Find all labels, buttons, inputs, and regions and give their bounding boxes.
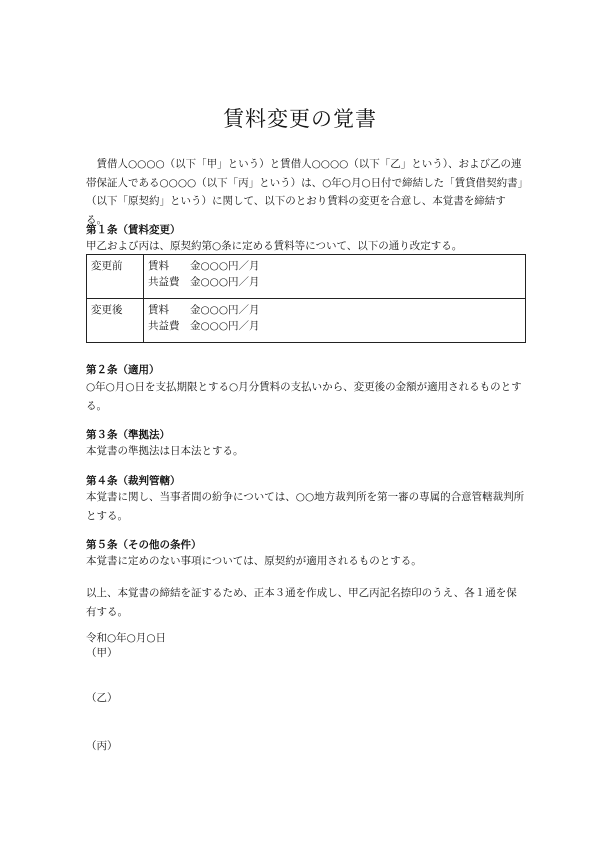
after-label: 変更後 [87,299,144,343]
article-2-heading: 第２条（適用） [86,364,160,376]
article-5-heading: 第５条（その他の条件） [86,539,202,551]
before-values [144,255,526,299]
table-row-before [87,255,526,299]
item-value: 金○○○円／月 [190,276,260,288]
item-value: 金○○○円／月 [190,260,260,272]
signature-date: 令和○年○月○日 [86,632,166,644]
document-title: 賃料変更の覚書 [223,107,377,131]
after-rent [148,302,521,318]
item-name: 賃料 [148,304,169,316]
article-5-body: 本覚書に定めのない事項については、原契約が適用されるものとする。 [86,555,422,567]
before-rent [148,258,521,274]
item-value: 金○○○円／月 [190,304,260,316]
article-4-body: 本覚書に関し、当事者間の紛争については、○○地方裁判所を第一審の専属的合意管轄裁判所とする。 [86,491,525,522]
closing-paragraph: 以上、本覚書の締結を証するため、正本３通を作成し、甲乙丙記名捺印のうえ、各１通を保有する。 [86,587,517,618]
item-value: 金○○○円／月 [190,320,260,332]
article-1-heading: 第１条（賃料変更） [86,224,181,236]
item-name: 共益費 [148,320,180,332]
table-row-after [87,299,526,343]
article-3-heading: 第３条（準拠法） [86,429,170,441]
rent-change-table [86,254,526,343]
party-2: （乙） [86,692,118,704]
after-common-fee [148,318,521,334]
article-1-body: 甲乙および丙は、原契約第○条に定める賃料等について、以下の通り改定する。 [86,240,463,252]
article-2-body: ○年○月○日を支払期限とする○月分賃料の支払いから、変更後の金額が適用されるものとする。 [86,381,522,412]
article-4-heading: 第４条（裁判管轄） [86,475,181,487]
item-name: 賃料 [148,260,169,272]
before-common-fee [148,274,521,290]
before-label: 変更前 [87,255,144,299]
intro-paragraph: 賃借人○○○○（以下「甲」という）と賃借人○○○○（以下「乙」という）、および乙の連帯保証人である○○○○（以下「丙」という）は、○年○月○日付で締結した「賃貸借契約書」（以下「原契約」という）に関して、以下のとおり賃料の変更を合意し、本覚書を締結する。 [86,158,523,226]
party-1: （甲） [86,647,118,659]
item-name: 共益費 [148,276,180,288]
after-values [144,299,526,343]
party-3: （丙） [86,740,118,752]
article-3-body: 本覚書の準拠法は日本法とする。 [86,445,244,457]
